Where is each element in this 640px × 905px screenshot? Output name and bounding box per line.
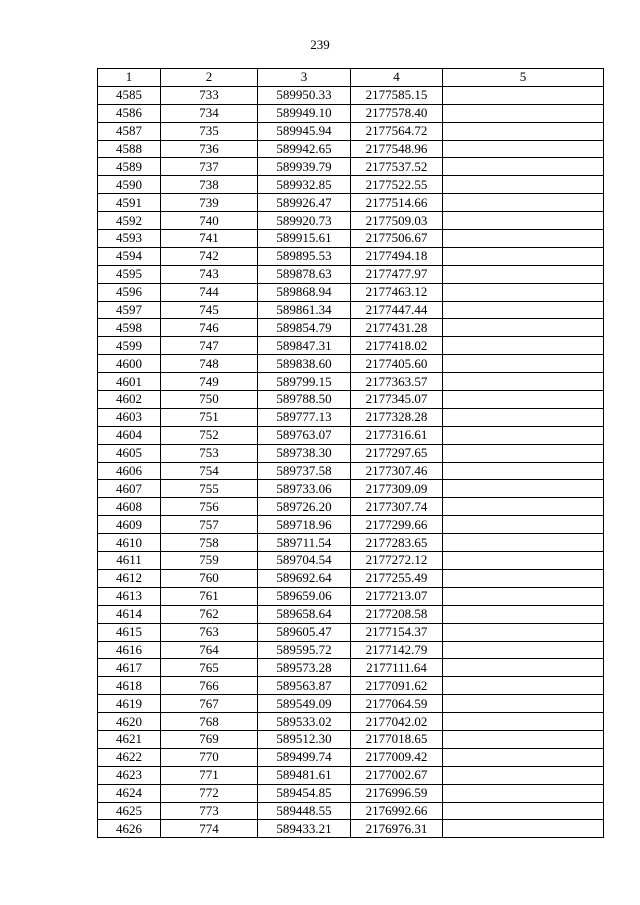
table-row [98,641,604,659]
table-row [98,212,604,230]
cell-vertex-number: 750 [161,391,258,409]
cell-point-number: 4587 [98,122,161,140]
cell-x-coordinate: 589512.30 [258,730,351,748]
cell-point-number: 4622 [98,748,161,766]
cell-vertex-number: 734 [161,104,258,122]
cell-y-coordinate: 2177506.67 [351,230,443,248]
cell-x-coordinate: 589737.58 [258,462,351,480]
cell-point-number: 4620 [98,713,161,731]
cell-vertex-number: 733 [161,86,258,104]
cell-x-coordinate: 589454.85 [258,784,351,802]
cell-note [443,194,604,212]
cell-point-number: 4590 [98,176,161,194]
cell-note [443,695,604,713]
cell-y-coordinate: 2177548.96 [351,140,443,158]
cell-point-number: 4591 [98,194,161,212]
cell-y-coordinate: 2177142.79 [351,641,443,659]
cell-point-number: 4599 [98,337,161,355]
cell-note [443,283,604,301]
cell-vertex-number: 770 [161,748,258,766]
cell-x-coordinate: 589595.72 [258,641,351,659]
table-row [98,516,604,534]
cell-y-coordinate: 2176996.59 [351,784,443,802]
cell-vertex-number: 741 [161,230,258,248]
cell-point-number: 4626 [98,820,161,838]
cell-x-coordinate: 589939.79 [258,158,351,176]
cell-note [443,319,604,337]
table-row [98,552,604,570]
cell-y-coordinate: 2176976.31 [351,820,443,838]
table-row [98,247,604,265]
table-row [98,820,604,838]
table-row [98,766,604,784]
cell-point-number: 4619 [98,695,161,713]
table-row [98,498,604,516]
cell-y-coordinate: 2177002.67 [351,766,443,784]
cell-note [443,265,604,283]
table-row [98,122,604,140]
cell-point-number: 4593 [98,230,161,248]
cell-note [443,552,604,570]
cell-x-coordinate: 589659.06 [258,587,351,605]
cell-y-coordinate: 2177509.03 [351,212,443,230]
cell-note [443,86,604,104]
cell-x-coordinate: 589847.31 [258,337,351,355]
column-header-3: 3 [258,69,351,87]
cell-point-number: 4592 [98,212,161,230]
cell-point-number: 4595 [98,265,161,283]
cell-vertex-number: 763 [161,623,258,641]
cell-x-coordinate: 589692.64 [258,569,351,587]
table-row [98,265,604,283]
cell-vertex-number: 737 [161,158,258,176]
cell-note [443,462,604,480]
cell-vertex-number: 767 [161,695,258,713]
cell-y-coordinate: 2177213.07 [351,587,443,605]
cell-x-coordinate: 589563.87 [258,677,351,695]
cell-vertex-number: 743 [161,265,258,283]
cell-y-coordinate: 2177405.60 [351,355,443,373]
cell-y-coordinate: 2177463.12 [351,283,443,301]
cell-point-number: 4612 [98,569,161,587]
cell-x-coordinate: 589942.65 [258,140,351,158]
cell-x-coordinate: 589926.47 [258,194,351,212]
cell-y-coordinate: 2177477.97 [351,265,443,283]
cell-y-coordinate: 2177514.66 [351,194,443,212]
cell-note [443,480,604,498]
cell-vertex-number: 745 [161,301,258,319]
cell-note [443,301,604,319]
cell-point-number: 4601 [98,373,161,391]
cell-vertex-number: 751 [161,408,258,426]
cell-note [443,498,604,516]
page-number: 239 [310,37,330,52]
cell-x-coordinate: 589433.21 [258,820,351,838]
cell-point-number: 4621 [98,730,161,748]
cell-x-coordinate: 589878.63 [258,265,351,283]
cell-point-number: 4606 [98,462,161,480]
cell-vertex-number: 744 [161,283,258,301]
table-row [98,444,604,462]
cell-y-coordinate: 2177431.28 [351,319,443,337]
cell-point-number: 4618 [98,677,161,695]
cell-y-coordinate: 2177328.28 [351,408,443,426]
coordinates-table [97,68,604,838]
cell-note [443,569,604,587]
cell-y-coordinate: 2177585.15 [351,86,443,104]
cell-vertex-number: 768 [161,713,258,731]
cell-note [443,820,604,838]
cell-x-coordinate: 589533.02 [258,713,351,731]
cell-note [443,230,604,248]
cell-point-number: 4605 [98,444,161,462]
table-row [98,462,604,480]
cell-note [443,444,604,462]
cell-note [443,140,604,158]
cell-note [443,158,604,176]
cell-vertex-number: 740 [161,212,258,230]
cell-y-coordinate: 2177064.59 [351,695,443,713]
cell-point-number: 4616 [98,641,161,659]
cell-x-coordinate: 589945.94 [258,122,351,140]
table-row [98,373,604,391]
cell-vertex-number: 771 [161,766,258,784]
cell-vertex-number: 756 [161,498,258,516]
cell-vertex-number: 738 [161,176,258,194]
table-row [98,784,604,802]
table-row [98,534,604,552]
column-header-5: 5 [443,69,604,87]
cell-x-coordinate: 589861.34 [258,301,351,319]
cell-x-coordinate: 589949.10 [258,104,351,122]
cell-point-number: 4608 [98,498,161,516]
cell-y-coordinate: 2177307.46 [351,462,443,480]
table-row [98,677,604,695]
cell-point-number: 4614 [98,605,161,623]
cell-vertex-number: 762 [161,605,258,623]
cell-vertex-number: 774 [161,820,258,838]
cell-vertex-number: 748 [161,355,258,373]
cell-x-coordinate: 589788.50 [258,391,351,409]
cell-x-coordinate: 589799.15 [258,373,351,391]
table-row [98,802,604,820]
cell-vertex-number: 766 [161,677,258,695]
cell-y-coordinate: 2177307.74 [351,498,443,516]
cell-point-number: 4597 [98,301,161,319]
cell-point-number: 4613 [98,587,161,605]
cell-y-coordinate: 2177272.12 [351,552,443,570]
cell-point-number: 4609 [98,516,161,534]
table-row [98,713,604,731]
cell-x-coordinate: 589704.54 [258,552,351,570]
cell-y-coordinate: 2177297.65 [351,444,443,462]
cell-point-number: 4611 [98,552,161,570]
cell-y-coordinate: 2177494.18 [351,247,443,265]
cell-point-number: 4585 [98,86,161,104]
cell-note [443,587,604,605]
cell-note [443,677,604,695]
cell-point-number: 4598 [98,319,161,337]
cell-x-coordinate: 589499.74 [258,748,351,766]
cell-vertex-number: 760 [161,569,258,587]
cell-x-coordinate: 589733.06 [258,480,351,498]
cell-x-coordinate: 589920.73 [258,212,351,230]
cell-point-number: 4589 [98,158,161,176]
cell-note [443,247,604,265]
table-row [98,659,604,677]
cell-vertex-number: 761 [161,587,258,605]
table-row [98,230,604,248]
cell-y-coordinate: 2177299.66 [351,516,443,534]
cell-point-number: 4588 [98,140,161,158]
table-row [98,355,604,373]
cell-vertex-number: 754 [161,462,258,480]
cell-point-number: 4615 [98,623,161,641]
cell-y-coordinate: 2177418.02 [351,337,443,355]
cell-x-coordinate: 589448.55 [258,802,351,820]
cell-y-coordinate: 2177111.64 [351,659,443,677]
column-header-4: 4 [351,69,443,87]
cell-y-coordinate: 2177091.62 [351,677,443,695]
cell-point-number: 4603 [98,408,161,426]
cell-vertex-number: 757 [161,516,258,534]
cell-note [443,408,604,426]
cell-note [443,122,604,140]
table-row [98,695,604,713]
cell-point-number: 4623 [98,766,161,784]
cell-note [443,766,604,784]
cell-x-coordinate: 589854.79 [258,319,351,337]
cell-note [443,802,604,820]
cell-note [443,337,604,355]
cell-point-number: 4617 [98,659,161,677]
cell-note [443,373,604,391]
cell-note [443,713,604,731]
table-row [98,605,604,623]
cell-y-coordinate: 2177283.65 [351,534,443,552]
cell-y-coordinate: 2177316.61 [351,426,443,444]
cell-vertex-number: 749 [161,373,258,391]
table-row [98,623,604,641]
cell-x-coordinate: 589718.96 [258,516,351,534]
cell-y-coordinate: 2177537.52 [351,158,443,176]
column-header-2: 2 [161,69,258,87]
table-row [98,301,604,319]
cell-note [443,104,604,122]
cell-vertex-number: 769 [161,730,258,748]
table-row [98,176,604,194]
cell-point-number: 4625 [98,802,161,820]
cell-note [443,784,604,802]
cell-y-coordinate: 2177042.02 [351,713,443,731]
table-row [98,86,604,104]
cell-note [443,534,604,552]
cell-note [443,391,604,409]
cell-vertex-number: 739 [161,194,258,212]
cell-x-coordinate: 589932.85 [258,176,351,194]
cell-y-coordinate: 2177345.07 [351,391,443,409]
cell-x-coordinate: 589777.13 [258,408,351,426]
cell-vertex-number: 742 [161,247,258,265]
cell-note [443,516,604,534]
cell-y-coordinate: 2177208.58 [351,605,443,623]
table-row [98,730,604,748]
cell-x-coordinate: 589549.09 [258,695,351,713]
cell-y-coordinate: 2177522.55 [351,176,443,194]
cell-point-number: 4624 [98,784,161,802]
cell-note [443,730,604,748]
cell-x-coordinate: 589915.61 [258,230,351,248]
cell-point-number: 4610 [98,534,161,552]
cell-y-coordinate: 2176992.66 [351,802,443,820]
cell-x-coordinate: 589573.28 [258,659,351,677]
cell-vertex-number: 755 [161,480,258,498]
cell-point-number: 4586 [98,104,161,122]
table-row [98,426,604,444]
cell-vertex-number: 758 [161,534,258,552]
table-row [98,748,604,766]
cell-vertex-number: 753 [161,444,258,462]
cell-vertex-number: 759 [161,552,258,570]
cell-vertex-number: 764 [161,641,258,659]
cell-vertex-number: 765 [161,659,258,677]
cell-y-coordinate: 2177564.72 [351,122,443,140]
cell-note [443,212,604,230]
column-header-1: 1 [98,69,161,87]
table-row [98,158,604,176]
table-row [98,480,604,498]
cell-y-coordinate: 2177363.57 [351,373,443,391]
cell-y-coordinate: 2177009.42 [351,748,443,766]
cell-x-coordinate: 589605.47 [258,623,351,641]
cell-note [443,355,604,373]
table-row [98,140,604,158]
cell-point-number: 4602 [98,391,161,409]
cell-y-coordinate: 2177309.09 [351,480,443,498]
table-body [98,86,604,837]
cell-point-number: 4600 [98,355,161,373]
table-row [98,319,604,337]
cell-y-coordinate: 2177154.37 [351,623,443,641]
cell-vertex-number: 736 [161,140,258,158]
cell-y-coordinate: 2177018.65 [351,730,443,748]
cell-note [443,426,604,444]
cell-y-coordinate: 2177578.40 [351,104,443,122]
cell-x-coordinate: 589726.20 [258,498,351,516]
cell-point-number: 4596 [98,283,161,301]
cell-note [443,605,604,623]
cell-note [443,748,604,766]
cell-x-coordinate: 589895.53 [258,247,351,265]
cell-x-coordinate: 589738.30 [258,444,351,462]
cell-x-coordinate: 589658.64 [258,605,351,623]
cell-point-number: 4607 [98,480,161,498]
table-row [98,569,604,587]
cell-x-coordinate: 589481.61 [258,766,351,784]
cell-point-number: 4604 [98,426,161,444]
cell-vertex-number: 735 [161,122,258,140]
cell-x-coordinate: 589763.07 [258,426,351,444]
cell-note [443,641,604,659]
table-row [98,194,604,212]
cell-note [443,623,604,641]
table-row [98,104,604,122]
cell-note [443,176,604,194]
cell-y-coordinate: 2177255.49 [351,569,443,587]
cell-x-coordinate: 589711.54 [258,534,351,552]
table-row [98,337,604,355]
cell-vertex-number: 752 [161,426,258,444]
cell-y-coordinate: 2177447.44 [351,301,443,319]
cell-x-coordinate: 589838.60 [258,355,351,373]
cell-vertex-number: 746 [161,319,258,337]
cell-vertex-number: 773 [161,802,258,820]
table-row [98,391,604,409]
cell-x-coordinate: 589868.94 [258,283,351,301]
table-header-row [98,69,604,87]
cell-x-coordinate: 589950.33 [258,86,351,104]
cell-vertex-number: 747 [161,337,258,355]
table-row [98,408,604,426]
cell-point-number: 4594 [98,247,161,265]
cell-note [443,659,604,677]
table-row [98,587,604,605]
table-row [98,283,604,301]
cell-vertex-number: 772 [161,784,258,802]
